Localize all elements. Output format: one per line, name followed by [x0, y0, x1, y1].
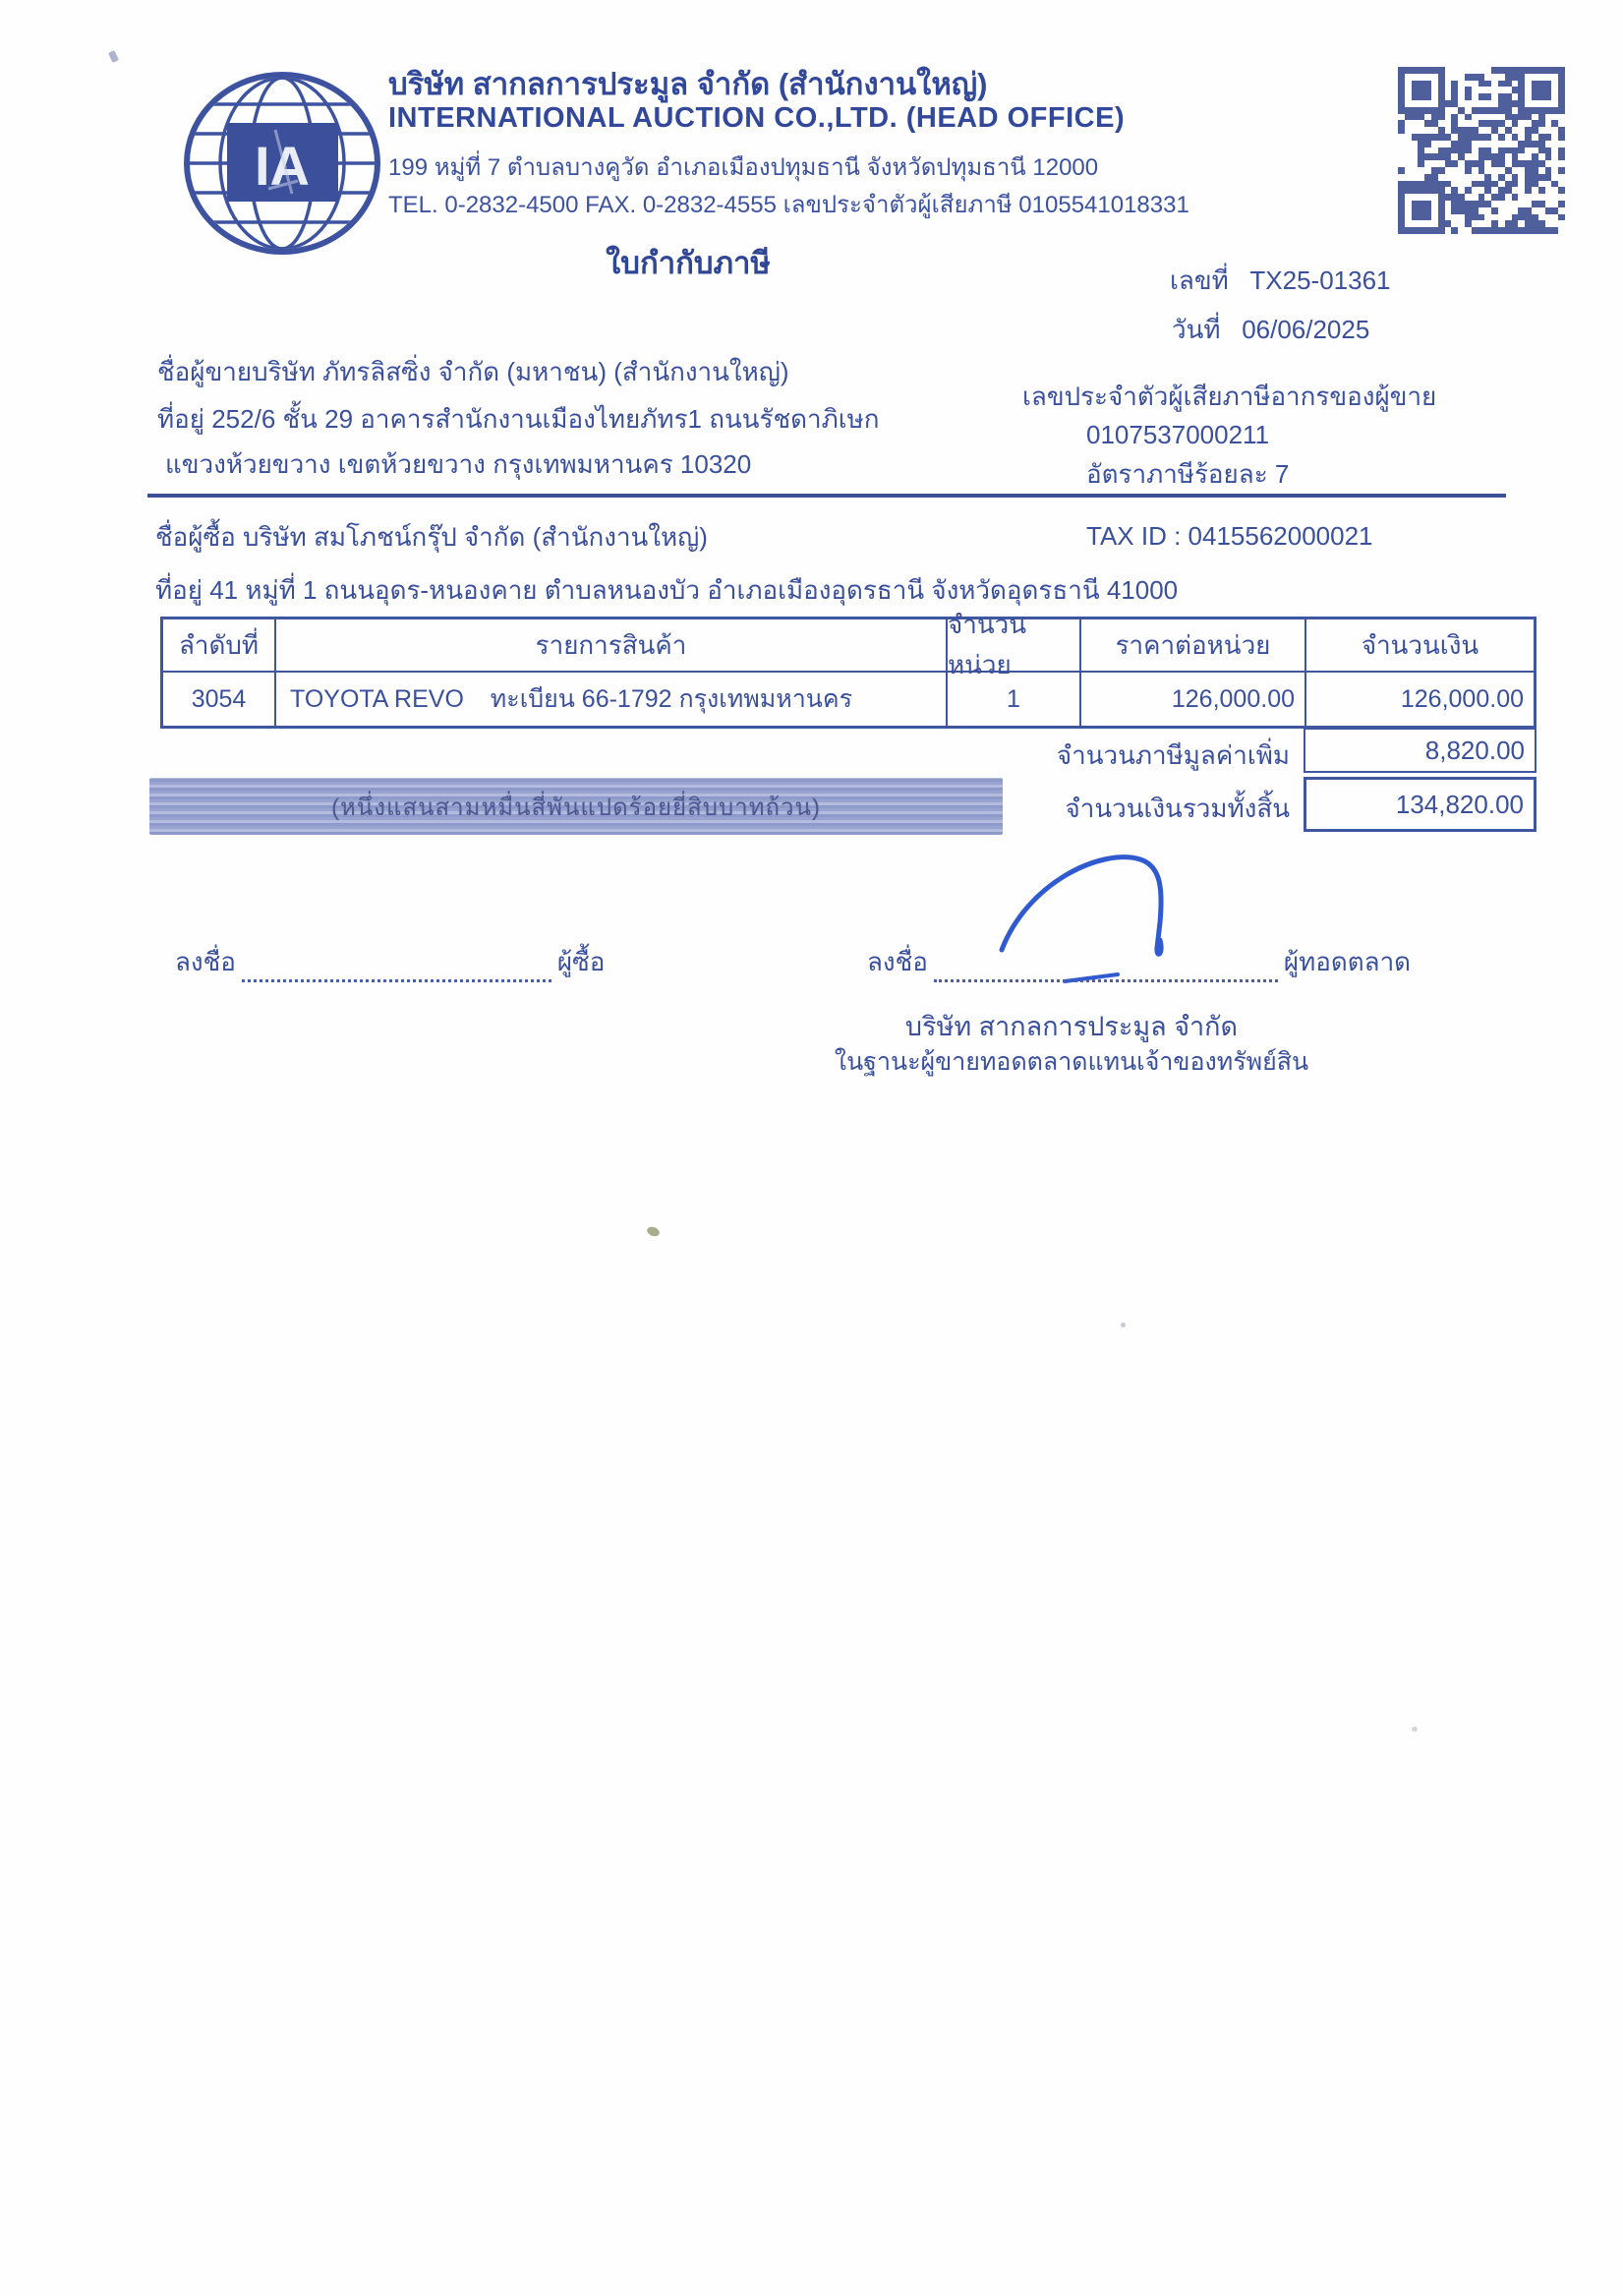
- scan-speck: [108, 50, 119, 63]
- buyer-address: ที่อยู่ 41 หมู่ที่ 1 ถนนอุดร-หนองคาย ตำบลหนองบัว อำเภอเมืองอุดรธานี จังหวัดอุดรธานี 41000: [155, 575, 1179, 605]
- item-no: 3054: [163, 673, 276, 726]
- line-items-table: [160, 610, 1536, 729]
- buyer-taxid: TAX ID : 0415562000021: [1086, 521, 1373, 551]
- signature-dotted-line: [242, 954, 551, 982]
- scan-speck: [1412, 1727, 1418, 1732]
- invoice-number-label: เลขที่: [1170, 265, 1229, 295]
- svg-text:IA: IA: [255, 135, 310, 197]
- auctioneer-signature-row: [867, 942, 1411, 982]
- seller-taxid-label: เลขประจำตัวผู้เสียภาษีอากรของผู้ขาย: [1022, 382, 1437, 411]
- total-label: จำนวนเงินรวมทั้งสิ้น: [1065, 794, 1290, 823]
- seller-taxid-value: 0107537000211: [1086, 420, 1270, 449]
- item-description: [276, 673, 948, 726]
- item-detail: ทะเบียน 66-1792 กรุงเทพมหานคร: [490, 685, 852, 713]
- col-header-amount: จำนวนเงิน: [1306, 619, 1534, 673]
- qr-code: [1398, 67, 1565, 234]
- globe-logo-icon: [182, 71, 383, 258]
- seller-vat-rate: อัตราภาษีร้อยละ 7: [1086, 459, 1290, 489]
- company-name-en: INTERNATIONAL AUCTION CO.,LTD. (HEAD OFFICE): [388, 102, 1126, 134]
- amount-in-words-band: (หนึ่งแสนสามหมื่นสี่พันแปดร้อยยี่สิบบาทถ้วน): [149, 778, 1003, 835]
- item-qty: 1: [948, 673, 1081, 726]
- buyer-role-label: ผู้ซื้อ: [556, 947, 606, 976]
- invoice-date-row: [1172, 310, 1369, 350]
- item-name: TOYOTA REVO: [290, 684, 464, 713]
- col-header-no: ลำดับที่: [163, 619, 276, 673]
- signature-dotted-line: [934, 954, 1278, 982]
- section-divider: [147, 494, 1506, 498]
- seller-address-1: ที่อยู่ 252/6 ชั้น 29 อาคารสำนักงานเมืองไทยภัทร1 ถนนรัชดาภิเษก: [157, 404, 880, 434]
- company-logo: [182, 71, 383, 258]
- total-amount-box: 134,820.00: [1304, 777, 1536, 832]
- col-header-unit-price: ราคาต่อหน่วย: [1081, 619, 1306, 673]
- invoice-date-label: วันที่: [1172, 315, 1221, 344]
- invoice-number-value: TX25-01361: [1249, 265, 1391, 295]
- company-address: 199 หมู่ที่ 7 ตำบลบางคูวัด อำเภอเมืองปทุมธานี จังหวัดปทุมธานี 12000: [388, 154, 1099, 181]
- scan-speck: [646, 1225, 661, 1238]
- seller-name: ชื่อผู้ขายบริษัท ภัทรลิสซิ่ง จำกัด (มหาชน) (สำนักงานใหญ่): [157, 357, 789, 386]
- seller-address-2: แขวงห้วยขวาง เขตห้วยขวาง กรุงเทพมหานคร 10320: [165, 449, 752, 479]
- vat-label: จำนวนภาษีมูลค่าเพิ่ม: [1056, 740, 1290, 770]
- sign-label: ลงชื่อ: [175, 947, 236, 976]
- company-name-th: บริษัท สากลการประมูล จำกัด (สำนักงานใหญ่): [388, 67, 988, 101]
- col-header-item: รายการสินค้า: [276, 619, 948, 673]
- invoice-number-row: [1170, 261, 1391, 301]
- vat-amount-box: 8,820.00: [1304, 728, 1536, 773]
- invoice-date-value: 06/06/2025: [1242, 315, 1370, 344]
- scan-speck: [1121, 1323, 1126, 1327]
- company-contact: TEL. 0-2832-4500 FAX. 0-2832-4555 เลขประจำตัวผู้เสียภาษี 0105541018331: [388, 192, 1189, 218]
- item-unit-price: 126,000.00: [1081, 673, 1306, 726]
- document-title: ใบกำกับภาษี: [606, 246, 771, 280]
- signatory-capacity: ในฐานะผู้ขายทอดตลาดแทนเจ้าของทรัพย์สิน: [834, 1048, 1309, 1076]
- item-amount: 126,000.00: [1400, 684, 1524, 713]
- sign-label: ลงชื่อ: [867, 947, 928, 976]
- buyer-name: ชื่อผู้ซื้อ บริษัท สมโภชน์กรุ๊ป จำกัด (สำนักงานใหญ่): [155, 522, 708, 552]
- col-header-qty: จำนวนหน่วย: [948, 619, 1081, 673]
- auctioneer-role-label: ผู้ทอดตลาด: [1283, 947, 1412, 976]
- buyer-signature-row: [175, 942, 605, 982]
- signatory-company: บริษัท สากลการประมูล จำกัด: [904, 1012, 1239, 1041]
